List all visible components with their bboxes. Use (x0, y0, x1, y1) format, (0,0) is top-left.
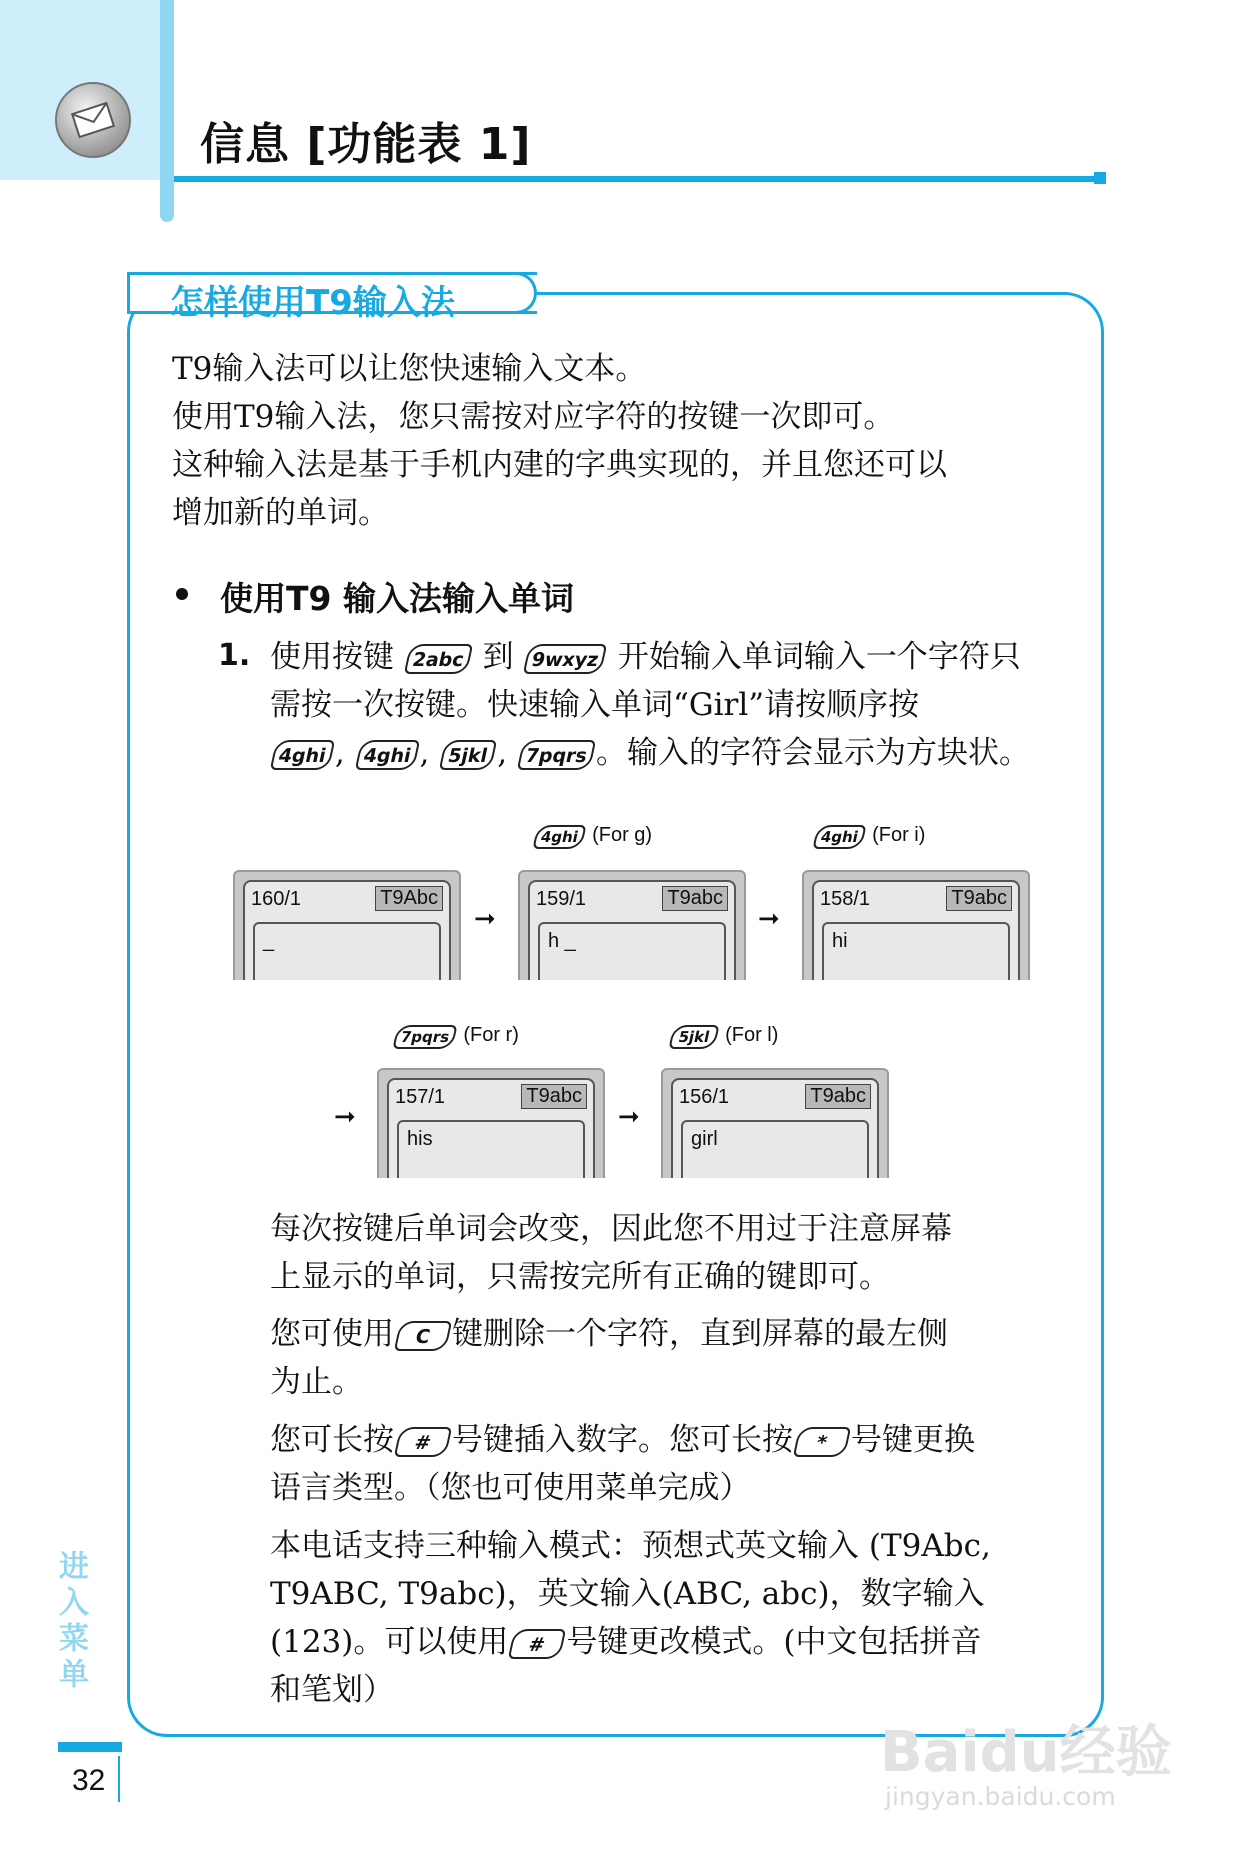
step-text: 。输入的字符会显示为方块状。 (596, 735, 1031, 771)
phone-screen (661, 1068, 889, 1178)
key-label-for-g (532, 824, 652, 849)
key-7pqrs-icon: 7pqrs (517, 740, 596, 770)
intro-line: 这种输入法是基于手机内建的字典实现的，并且您还可以 (172, 447, 947, 483)
envelope-icon (55, 82, 131, 158)
step-number: 1. (218, 638, 251, 673)
note-text: 您可长按 (270, 1422, 394, 1458)
text-edit-area (538, 922, 726, 980)
watermark-url: jingyan.baidu.com (885, 1782, 1116, 1811)
key-label-text: (For l) (725, 1024, 779, 1046)
key-4ghi-icon: 4ghi (812, 825, 866, 849)
key-label-text: (For g) (592, 824, 653, 846)
page-title: 信息 [功能表 1] (200, 119, 532, 170)
section-title: 怎样使用T9输入法 (170, 283, 455, 323)
key-label-for-r (392, 1024, 519, 1049)
key-9wxyz-icon: 9wxyz (523, 644, 608, 674)
bullet-dot (176, 588, 188, 600)
char-count: 156/1 (679, 1086, 730, 1108)
note-text: 号键更改模式。(中文包括拼音 (566, 1624, 982, 1660)
page-number-rule (118, 1756, 120, 1802)
arrow-icon: ➞ (618, 1102, 640, 1132)
note-line: 和笔划） (270, 1672, 394, 1708)
input-mode-badge: T9abc (805, 1084, 871, 1109)
step-text: 开始输入单词输入一个字符只 (617, 639, 1021, 675)
entered-text: _ (263, 930, 275, 952)
key-star-icon: * (793, 1427, 851, 1457)
char-count: 158/1 (820, 888, 871, 910)
key-7pqrs-icon: 7pqrs (392, 1025, 457, 1049)
note-line (270, 1416, 975, 1464)
phone-screen (233, 870, 461, 980)
intro-line: T9输入法可以让您快速输入文本。 (172, 351, 647, 387)
title-underline-end (1094, 172, 1106, 184)
text-edit-area (397, 1120, 585, 1178)
note-text: 键删除一个字符，直到屏幕的最左侧 (452, 1316, 948, 1352)
key-4ghi-icon: 4ghi (270, 740, 335, 770)
step-text: 到 (482, 639, 514, 675)
arrow-icon: ➞ (334, 1102, 356, 1132)
entered-text: girl (691, 1128, 718, 1150)
input-mode-badge: T9abc (662, 886, 728, 911)
intro-line: 增加新的单词。 (172, 495, 389, 531)
title-underline (174, 176, 1104, 182)
note-line: 本电话支持三种输入模式：预想式英文输入 (T9Abc, (270, 1528, 991, 1564)
key-label-for-i (812, 824, 925, 849)
char-count: 160/1 (251, 888, 302, 910)
note-text: 号键更换 (851, 1422, 975, 1458)
arrow-icon: ➞ (474, 904, 496, 934)
step-text: 使用按键 (270, 639, 394, 675)
key-hash-icon: # (508, 1629, 566, 1659)
entered-text: his (407, 1128, 433, 1150)
input-mode-badge: T9abc (946, 886, 1012, 911)
note-line (270, 1618, 981, 1666)
key-2abc-icon: 2abc (404, 644, 473, 674)
step-line-1 (270, 633, 1021, 681)
arrow-icon: ➞ (758, 904, 780, 934)
intro-line: 使用T9输入法，您只需按对应字符的按键一次即可。 (172, 399, 895, 435)
step-line-3: 4ghi , 4ghi , 5jkl , 7pqrs 。输入的字符会显示为方块状。 (270, 729, 1030, 777)
header-side-rule (160, 0, 174, 222)
note-text: 您可使用 (270, 1316, 394, 1352)
text-edit-area (822, 922, 1010, 980)
phone-screen (802, 870, 1030, 980)
note-line: 语言类型。（您也可使用菜单完成） (270, 1470, 751, 1506)
note-line: 每次按键后单词会改变，因此您不用过于注意屏幕 (270, 1211, 952, 1247)
char-count: 159/1 (536, 888, 587, 910)
note-line: T9ABC, T9abc)，英文输入(ABC, abc)，数字输入 (270, 1576, 985, 1612)
char-count: 157/1 (395, 1086, 446, 1108)
input-mode-badge: T9Abc (375, 886, 443, 911)
bullet-heading: 使用T9 输入法输入单词 (220, 579, 574, 618)
key-label-text: (For r) (463, 1024, 519, 1046)
key-5jkl-icon: 5jkl (668, 1025, 719, 1049)
text-edit-area (681, 1120, 869, 1178)
key-c-icon: C (394, 1321, 452, 1351)
step-line-2: 需按一次按键。快速输入单词“Girl”请按顺序按 (270, 687, 920, 723)
key-5jkl-icon: 5jkl (439, 740, 497, 770)
input-mode-badge: T9abc (521, 1084, 587, 1109)
entered-text: hi (832, 930, 848, 952)
watermark-logo: Baidu经验 (880, 1720, 1172, 1785)
key-hash-icon: # (394, 1427, 452, 1457)
page-number-bar (58, 1742, 122, 1752)
note-line: 为止。 (270, 1364, 363, 1400)
phone-screen (518, 870, 746, 980)
key-4ghi-icon: 4ghi (354, 740, 419, 770)
entered-text: h _ (548, 930, 576, 952)
key-label-for-l (668, 1024, 778, 1049)
key-label-text: (For i) (872, 824, 926, 846)
key-4ghi-icon: 4ghi (532, 825, 586, 849)
note-line (270, 1310, 948, 1358)
note-text: 号键插入数字。您可长按 (452, 1422, 793, 1458)
page-number: 32 (72, 1764, 106, 1797)
phone-screen (377, 1068, 605, 1178)
note-text: (123)。可以使用 (270, 1624, 509, 1660)
note-line: 上显示的单词，只需按完所有正确的键即可。 (270, 1259, 890, 1295)
side-section-label: 进入菜单 (53, 1550, 88, 1694)
text-edit-area (253, 922, 441, 980)
section-tab-end (495, 272, 537, 314)
